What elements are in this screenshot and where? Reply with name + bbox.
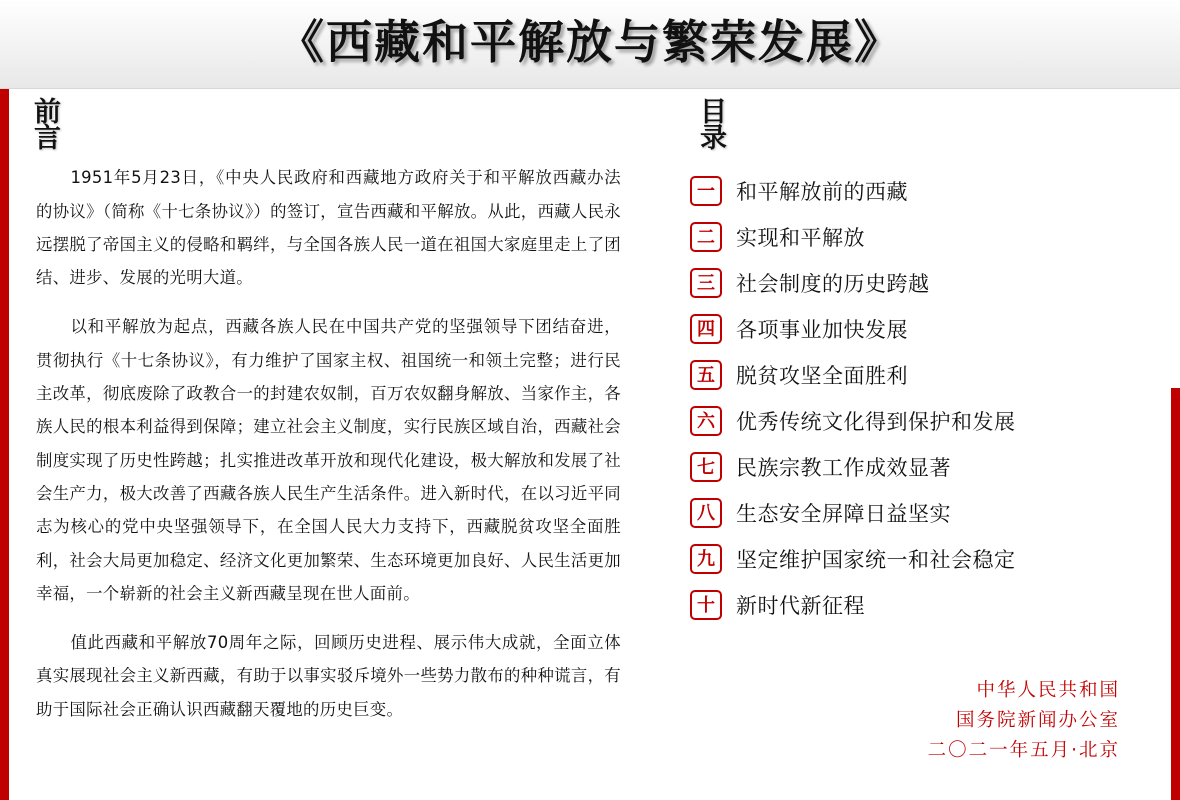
chapter-number-badge: 四: [690, 314, 722, 344]
issuer-office: 国务院新闻办公室: [955, 710, 1120, 732]
chapter-label: 生态安全屏障日益坚实: [736, 502, 951, 527]
list-item[interactable]: [690, 583, 1150, 627]
preface-paragraph: 1951年5月23日，《中央人民政府和西藏地方政府关于和平解放西藏办法的协议》（简称《十七条协议》）的签订，宣告西藏和平解放。从此，西藏人民永远摆脱了帝国主义的侵略和羁绊，与全国各族人民一道在祖国大家庭里走上了团结、进步、发展的光明大道。: [36, 168, 621, 288]
header-banner: [0, 0, 1180, 89]
chapter-number-badge: 九: [690, 544, 722, 574]
chapter-number-badge: 二: [690, 222, 722, 252]
left-accent-bar: [0, 89, 9, 800]
chapter-number-badge: 五: [690, 360, 722, 390]
list-item[interactable]: [690, 537, 1150, 581]
contents-section: [690, 97, 1150, 629]
chapter-label: 脱贫攻坚全面胜利: [736, 364, 908, 389]
list-item[interactable]: [690, 353, 1150, 397]
chapter-label: 和平解放前的西藏: [736, 180, 908, 205]
preface-paragraph: 以和平解放为起点，西藏各族人民在中国共产党的坚强领导下团结奋进，贯彻执行《十七条协议》，有力维护了国家主权、祖国统一和领土完整；进行民主改革，彻底废除了政教合一的封建农奴制，百万农奴翻身解放、当家作主，各族人民的根本利益得到保障；建立社会主义制度，实行民族区域自治，西藏社会制度实现了历史性跨越；扎实推进改革开放和现代化建设，极大解放和发展了社会生产力，极大改善了西藏各族人民生产生活条件。进入新时代，在以习近平同志为核心的党中央坚强领导下，在全国人民大力支持下，西藏脱贫攻坚全面胜利，社会大局更加稳定、经济文化更加繁荣、生态环境更加良好、人民生活更加幸福，一个崭新的社会主义新西藏呈现在世人面前。: [36, 317, 621, 603]
chapter-number-badge: 三: [690, 268, 722, 298]
list-item[interactable]: [690, 307, 1150, 351]
chapter-number-badge: 十: [690, 590, 722, 620]
preface-heading: 前言: [34, 97, 61, 154]
issuer-date-place: 二〇二一年五月·北京: [927, 740, 1120, 762]
preface-body: [36, 161, 621, 726]
contents-heading: 目录: [700, 97, 727, 154]
list-item[interactable]: [690, 261, 1150, 305]
issuer-signature: [928, 676, 1120, 766]
chapter-label: 坚定维护国家统一和社会稳定: [736, 548, 1016, 573]
list-item[interactable]: [690, 215, 1150, 259]
chapter-label: 各项事业加快发展: [736, 318, 908, 343]
right-accent-bar: [1171, 388, 1180, 800]
preface-paragraph: 值此西藏和平解放70周年之际，回顾历史进程、展示伟大成就，全面立体真实展现社会主义新西藏，有助于以事实驳斥境外一些势力散布的种种谎言，有助于国际社会正确认识西藏翻天覆地的历史巨变。: [36, 633, 621, 719]
chapter-number-badge: 六: [690, 406, 722, 436]
list-item[interactable]: [690, 445, 1150, 489]
issuer-country: 中华人民共和国: [976, 680, 1120, 702]
list-item[interactable]: [690, 491, 1150, 535]
chapter-label: 社会制度的历史跨越: [736, 272, 930, 297]
chapter-label: 新时代新征程: [736, 594, 865, 619]
contents-list: [690, 169, 1150, 627]
chapter-label: 优秀传统文化得到保护和发展: [736, 410, 1016, 435]
chapter-label: 民族宗教工作成效显著: [736, 456, 951, 481]
page-title: 《西藏和平解放与繁荣发展》: [278, 15, 902, 69]
list-item[interactable]: [690, 399, 1150, 443]
chapter-number-badge: 七: [690, 452, 722, 482]
chapter-number-badge: 八: [690, 498, 722, 528]
chapter-number-badge: 一: [690, 176, 722, 206]
preface-section: [30, 97, 630, 742]
list-item[interactable]: [690, 169, 1150, 213]
chapter-label: 实现和平解放: [736, 226, 865, 251]
